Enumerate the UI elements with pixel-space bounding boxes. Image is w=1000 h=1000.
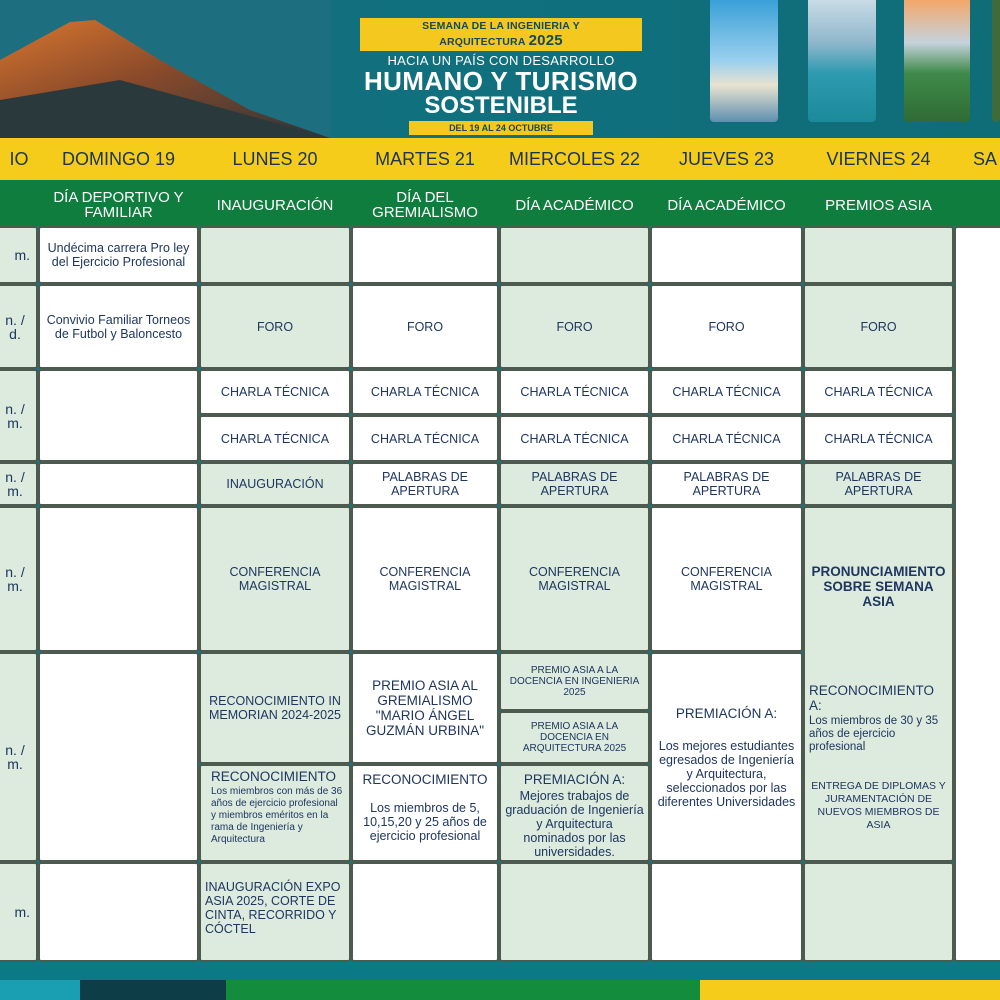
monday-foro — [199, 284, 351, 369]
event-dates: DEL 19 AL 24 OCTUBRE — [409, 121, 593, 135]
friday-empty-2 — [803, 862, 954, 962]
monday-recon-title: RECONOCIMIENTO — [211, 769, 337, 784]
time-slot-3: n. / m. — [0, 369, 38, 462]
themes-row — [0, 180, 1000, 226]
day-header-0: IO — [9, 148, 29, 169]
friday-pronunciamiento — [803, 506, 954, 862]
monday-reconocimiento — [199, 764, 351, 862]
footer-bar — [0, 980, 1000, 1000]
time-slot-7: m. — [0, 862, 38, 962]
event-headline-1: HUMANO Y TURISMO — [363, 66, 639, 96]
thursday-foro-text: FORO — [708, 319, 745, 334]
thursday-charla-2 — [650, 415, 803, 462]
sunday-empty-4 — [38, 652, 199, 862]
sunday-empty-1 — [38, 369, 199, 462]
wednesday-premio-ing-text: PREMIO ASIA A LA DOCENCIA EN INGENIERIA 2025 — [509, 665, 640, 698]
tuesday-charla-2-text: CHARLA TÉCNICA — [370, 431, 480, 446]
friday-diplomas-text: ENTREGA DE DIPLOMAS Y JURAMENTACIÓN DE NUEVOS MIEMBROS DE ASIA — [811, 780, 946, 831]
thursday-palabras-text: PALABRAS DE APERTURA — [683, 470, 770, 498]
tuesday-charla-2 — [351, 415, 499, 462]
friday-palabras — [803, 462, 954, 506]
wednesday-premiacion — [499, 764, 650, 862]
day-header-sunday: DOMINGO 19 — [61, 148, 176, 169]
friday-charla-2-text: CHARLA TÉCNICA — [824, 431, 933, 446]
wednesday-premio-arq-text: PREMIO ASIA A LA DOCENCIA EN ARQUITECTURA 2025 — [522, 721, 627, 754]
sunday-empty-2 — [38, 462, 199, 506]
monday-charla-1-text: CHARLA TÉCNICA — [220, 385, 330, 399]
tuesday-empty-1 — [351, 226, 499, 284]
friday-recon-text: Los miembros de 30 y 35 años de ejercicio profesional — [809, 715, 939, 753]
monday-recon-text: Los miembros con más de 36 años de ejercicio profesional y miembros eméritos en la rama de Ingeniería y Arquitectura — [211, 786, 343, 845]
days-row — [0, 138, 1000, 180]
thursday-conferencia — [650, 506, 803, 652]
monday-empty-1 — [199, 226, 351, 284]
friday-recon-title: RECONOCIMIENTO A: — [809, 683, 935, 713]
wednesday-charla-1 — [499, 369, 650, 415]
coast-photo — [808, 0, 876, 122]
wednesday-premio-arq — [499, 711, 650, 764]
friday-charla-1-text: CHARLA TÉCNICA — [824, 385, 933, 399]
wednesday-premio-ing — [499, 652, 650, 711]
monday-charla-2 — [199, 415, 351, 462]
friday-foro-text: FORO — [860, 319, 897, 334]
friday-pronunciamiento-text: PRONUNCIAMIENTO SOBRE SEMANA ASIA — [811, 564, 946, 609]
friday-charla-2 — [803, 415, 954, 462]
wednesday-empty-1 — [499, 226, 650, 284]
wednesday-conferencia-text: CONFERENCIA MAGISTRAL — [529, 565, 620, 593]
monday-charla-2-text: CHARLA TÉCNICA — [220, 431, 330, 446]
theme-sunday: DÍA DEPORTIVO Y FAMILIAR — [53, 189, 184, 221]
thursday-premiacion — [650, 652, 803, 862]
thursday-palabras — [650, 462, 803, 506]
wednesday-charla-2-text: CHARLA TÉCNICA — [520, 431, 629, 446]
thursday-charla-2-text: CHARLA TÉCNICA — [672, 431, 781, 446]
monday-expo — [199, 862, 351, 962]
wednesday-charla-1-text: CHARLA TÉCNICA — [520, 385, 629, 399]
footer-segment-2 — [80, 980, 226, 1000]
thursday-charla-1 — [650, 369, 803, 415]
friday-palabras-text: PALABRAS DE APERTURA — [835, 470, 922, 498]
edge-photo — [992, 0, 1000, 122]
monday-inauguracion — [199, 462, 351, 506]
tuesday-palabras-text: PALABRAS DE APERTURA — [382, 470, 468, 498]
monday-conferencia-text: CONFERENCIA MAGISTRAL — [229, 565, 321, 593]
theme-tuesday: DÍA DEL GREMIALISMO — [372, 189, 478, 221]
time-slot-2: n. / d. — [0, 284, 38, 369]
event-banner — [360, 18, 642, 133]
friday-charla-1 — [803, 369, 954, 415]
wednesday-palabras-text: PALABRAS DE APERTURA — [531, 470, 618, 498]
monday-charla-1 — [199, 369, 351, 415]
tuesday-premio-text: PREMIO ASIA AL GREMIALISMO "MARIO ÁNGEL GUZMÁN URBINA" — [365, 678, 485, 738]
time-slot-6: n. / m. — [0, 652, 38, 862]
tuesday-empty-2 — [351, 862, 499, 962]
day-header-saturday: SA — [972, 148, 997, 169]
time-slot-1: m. — [0, 226, 38, 284]
friday-reconocimiento — [809, 683, 948, 754]
time-slot-4: n. / m. — [0, 462, 38, 506]
event-title-text: SEMANA DE LA INGENIERIA Y ARQUITECTURA — [422, 20, 580, 48]
saturday-column — [954, 226, 1000, 962]
day-header-monday: LUNES 20 — [232, 148, 318, 169]
wednesday-palabras — [499, 462, 650, 506]
friday-foro — [803, 284, 954, 369]
thursday-empty-2 — [650, 862, 803, 962]
palace-photo — [710, 0, 778, 122]
tuesday-charla-1-text: CHARLA TÉCNICA — [370, 385, 480, 399]
tuesday-premio — [351, 652, 499, 764]
footer-segment-1 — [0, 980, 80, 1000]
header-banner — [0, 0, 1000, 138]
day-header-wednesday: MIERCOLES 22 — [508, 148, 641, 169]
wednesday-premiacion-text: Mejores trabajos de graduación de Ingeniería y Arquitectura nominados por las universidades. — [505, 789, 644, 859]
forest-photo — [904, 0, 970, 122]
wednesday-empty-2 — [499, 862, 650, 962]
thursday-premiacion-text: Los mejores estudiantes egresados de Ingeniería y Arquitectura, seleccionados por las diferentes Universidades — [657, 738, 796, 809]
friday-empty-1 — [803, 226, 954, 284]
thursday-empty-1 — [650, 226, 803, 284]
sunday-empty-5 — [38, 862, 199, 962]
sunday-family-text: Convivio Familiar Torneos de Futbol y Baloncesto — [46, 312, 191, 341]
volcano-image — [0, 0, 330, 138]
tuesday-recon-text: Los miembros de 5, 10,15,20 y 25 años de ejercicio profesional — [363, 801, 487, 843]
wednesday-conferencia — [499, 506, 650, 652]
theme-thursday: DÍA ACADÉMICO — [667, 196, 786, 214]
thursday-charla-1-text: CHARLA TÉCNICA — [672, 385, 781, 399]
monday-memoriam — [199, 652, 351, 764]
thursday-premiacion-title: PREMIACIÓN A: — [675, 705, 778, 721]
tuesday-reconocimiento — [351, 764, 499, 862]
wednesday-charla-2 — [499, 415, 650, 462]
event-tagline: HACIA UN PAÍS CON DESARROLLO — [387, 53, 615, 68]
event-year: 2025 — [528, 32, 563, 49]
monday-foro-text: FORO — [256, 319, 294, 334]
day-header-friday: VIERNES 24 — [826, 148, 931, 169]
theme-monday: INAUGURACIÓN — [216, 196, 334, 214]
footer-segment-3 — [226, 980, 700, 1000]
event-headline-2: SOSTENIBLE — [424, 92, 578, 119]
tuesday-charla-1 — [351, 369, 499, 415]
monday-expo-text: INAUGURACIÓN EXPO ASIA 2025, CORTE DE CINTA, RECORRIDO Y CÓCTEL — [205, 880, 341, 936]
thursday-conferencia-text: CONFERENCIA MAGISTRAL — [681, 565, 772, 593]
monday-conferencia — [199, 506, 351, 652]
sunday-empty-3 — [38, 506, 199, 652]
day-header-tuesday: MARTES 21 — [375, 148, 475, 169]
tuesday-foro — [351, 284, 499, 369]
wednesday-premiacion-title: PREMIACIÓN A: — [523, 772, 626, 787]
day-header-thursday: JUEVES 23 — [678, 148, 775, 169]
theme-wednesday: DÍA ACADÉMICO — [515, 196, 634, 214]
footer-segment-4 — [700, 980, 1000, 1000]
sunday-race-cell — [38, 226, 199, 284]
wednesday-foro — [499, 284, 650, 369]
wednesday-foro-text: FORO — [556, 319, 593, 334]
tuesday-conferencia-text: CONFERENCIA MAGISTRAL — [379, 565, 471, 593]
sunday-race-text: Undécima carrera Pro ley del Ejercicio Profesional — [47, 241, 190, 269]
event-title — [360, 18, 642, 51]
tuesday-recon-title: RECONOCIMIENTO — [362, 772, 488, 787]
sunday-family-cell — [38, 284, 199, 369]
theme-friday: PREMIOS ASIA — [825, 196, 932, 214]
tuesday-conferencia — [351, 506, 499, 652]
monday-memoriam-text: RECONOCIMIENTO IN MEMORIAN 2024-2025 — [208, 694, 341, 722]
schedule-grid — [0, 226, 1000, 980]
thursday-foro — [650, 284, 803, 369]
time-slot-5: n. / m. — [0, 506, 38, 652]
monday-inauguracion-text: INAUGURACIÓN — [226, 477, 324, 491]
tuesday-palabras — [351, 462, 499, 506]
tuesday-foro-text: FORO — [406, 319, 444, 334]
